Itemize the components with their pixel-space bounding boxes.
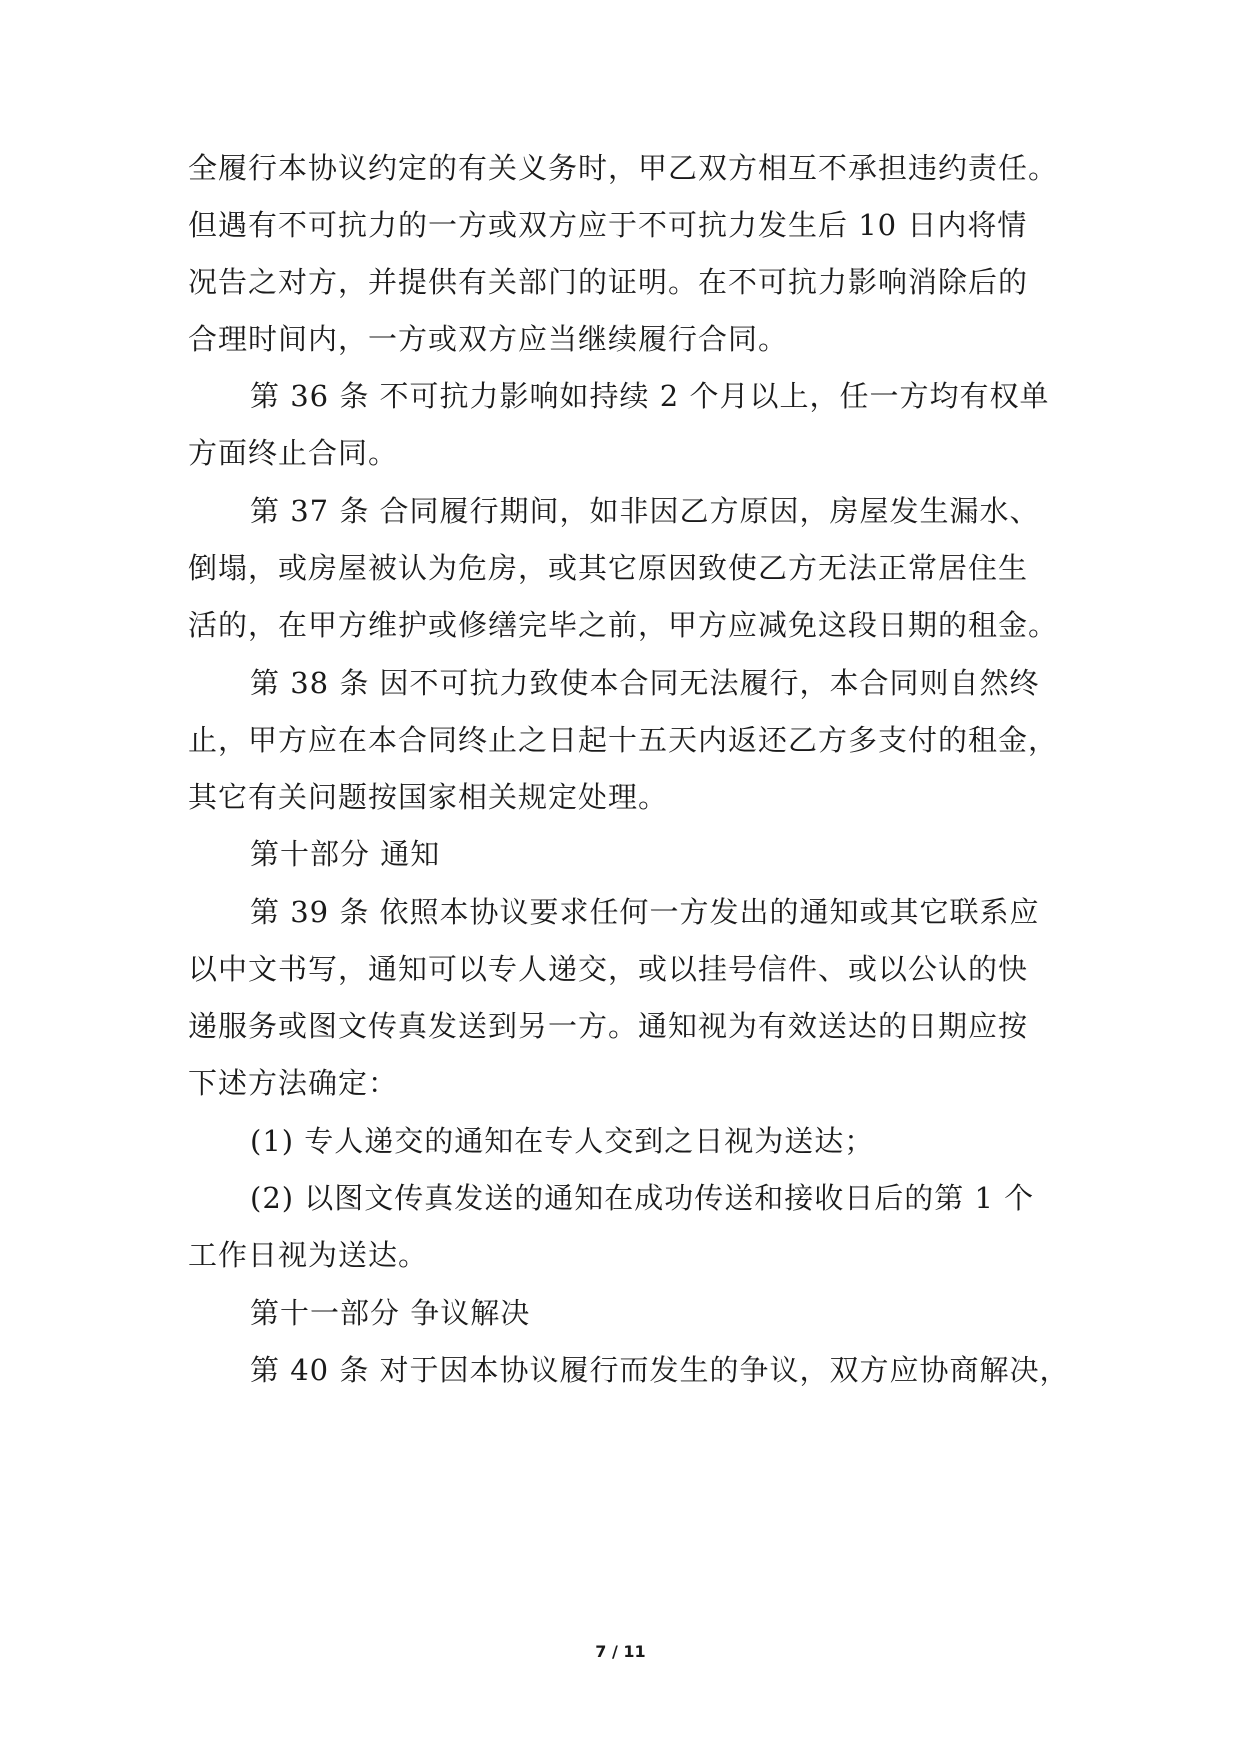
text-line: 递服务或图文传真发送到另一方。通知视为有效送达的日期应按: [188, 1009, 1029, 1043]
text-line: 合理时间内，一方或双方应当继续履行合同。: [188, 322, 789, 356]
list-item: (2) 以图文传真发送的通知在成功传送和接收日后的第 1 个: [250, 1181, 1035, 1215]
text-line: 其它有关问题按国家相关规定处理。: [188, 780, 669, 814]
text-line: 方面终止合同。: [188, 436, 399, 470]
text-line: 第 38 条 因不可抗力致使本合同无法履行，本合同则自然终: [250, 666, 1040, 700]
text-line: 第 40 条 对于因本协议履行而发生的争议，双方应协商解决，: [250, 1353, 1070, 1387]
text-line: 第 39 条 依照本协议要求任何一方发出的通知或其它联系应: [250, 895, 1040, 929]
text-line: 全履行本协议约定的有关义务时，甲乙双方相互不承担违约责任。: [188, 151, 1059, 185]
text-line: 倒塌，或房屋被认为危房，或其它原因致使乙方无法正常居住生: [188, 551, 1029, 585]
text-line: 止，甲方应在本合同终止之日起十五天内返还乙方多支付的租金，: [188, 723, 1059, 757]
list-item: (1) 专人递交的通知在专人交到之日视为送达；: [250, 1124, 875, 1158]
text-line: 工作日视为送达。: [188, 1238, 429, 1272]
text-line: 第 36 条 不可抗力影响如持续 2 个月以上，任一方均有权单: [250, 379, 1050, 413]
text-line: 活的，在甲方维护或修缮完毕之前，甲方应减免这段日期的租金。: [188, 608, 1059, 642]
text-line: 但遇有不可抗力的一方或双方应于不可抗力发生后 10 日内将情: [188, 208, 1028, 242]
text-line: 况告之对方，并提供有关部门的证明。在不可抗力影响消除后的: [188, 265, 1029, 299]
text-line: 以中文书写，通知可以专人递交，或以挂号信件、或以公认的快: [188, 952, 1029, 986]
text-line: 第 37 条 合同履行期间，如非因乙方原因，房屋发生漏水、: [250, 494, 1040, 528]
section-heading: 第十部分 通知: [250, 837, 441, 871]
section-heading: 第十一部分 争议解决: [250, 1296, 531, 1330]
page-number: 7 / 11: [595, 1642, 646, 1661]
text-line: 下述方法确定：: [188, 1066, 399, 1100]
